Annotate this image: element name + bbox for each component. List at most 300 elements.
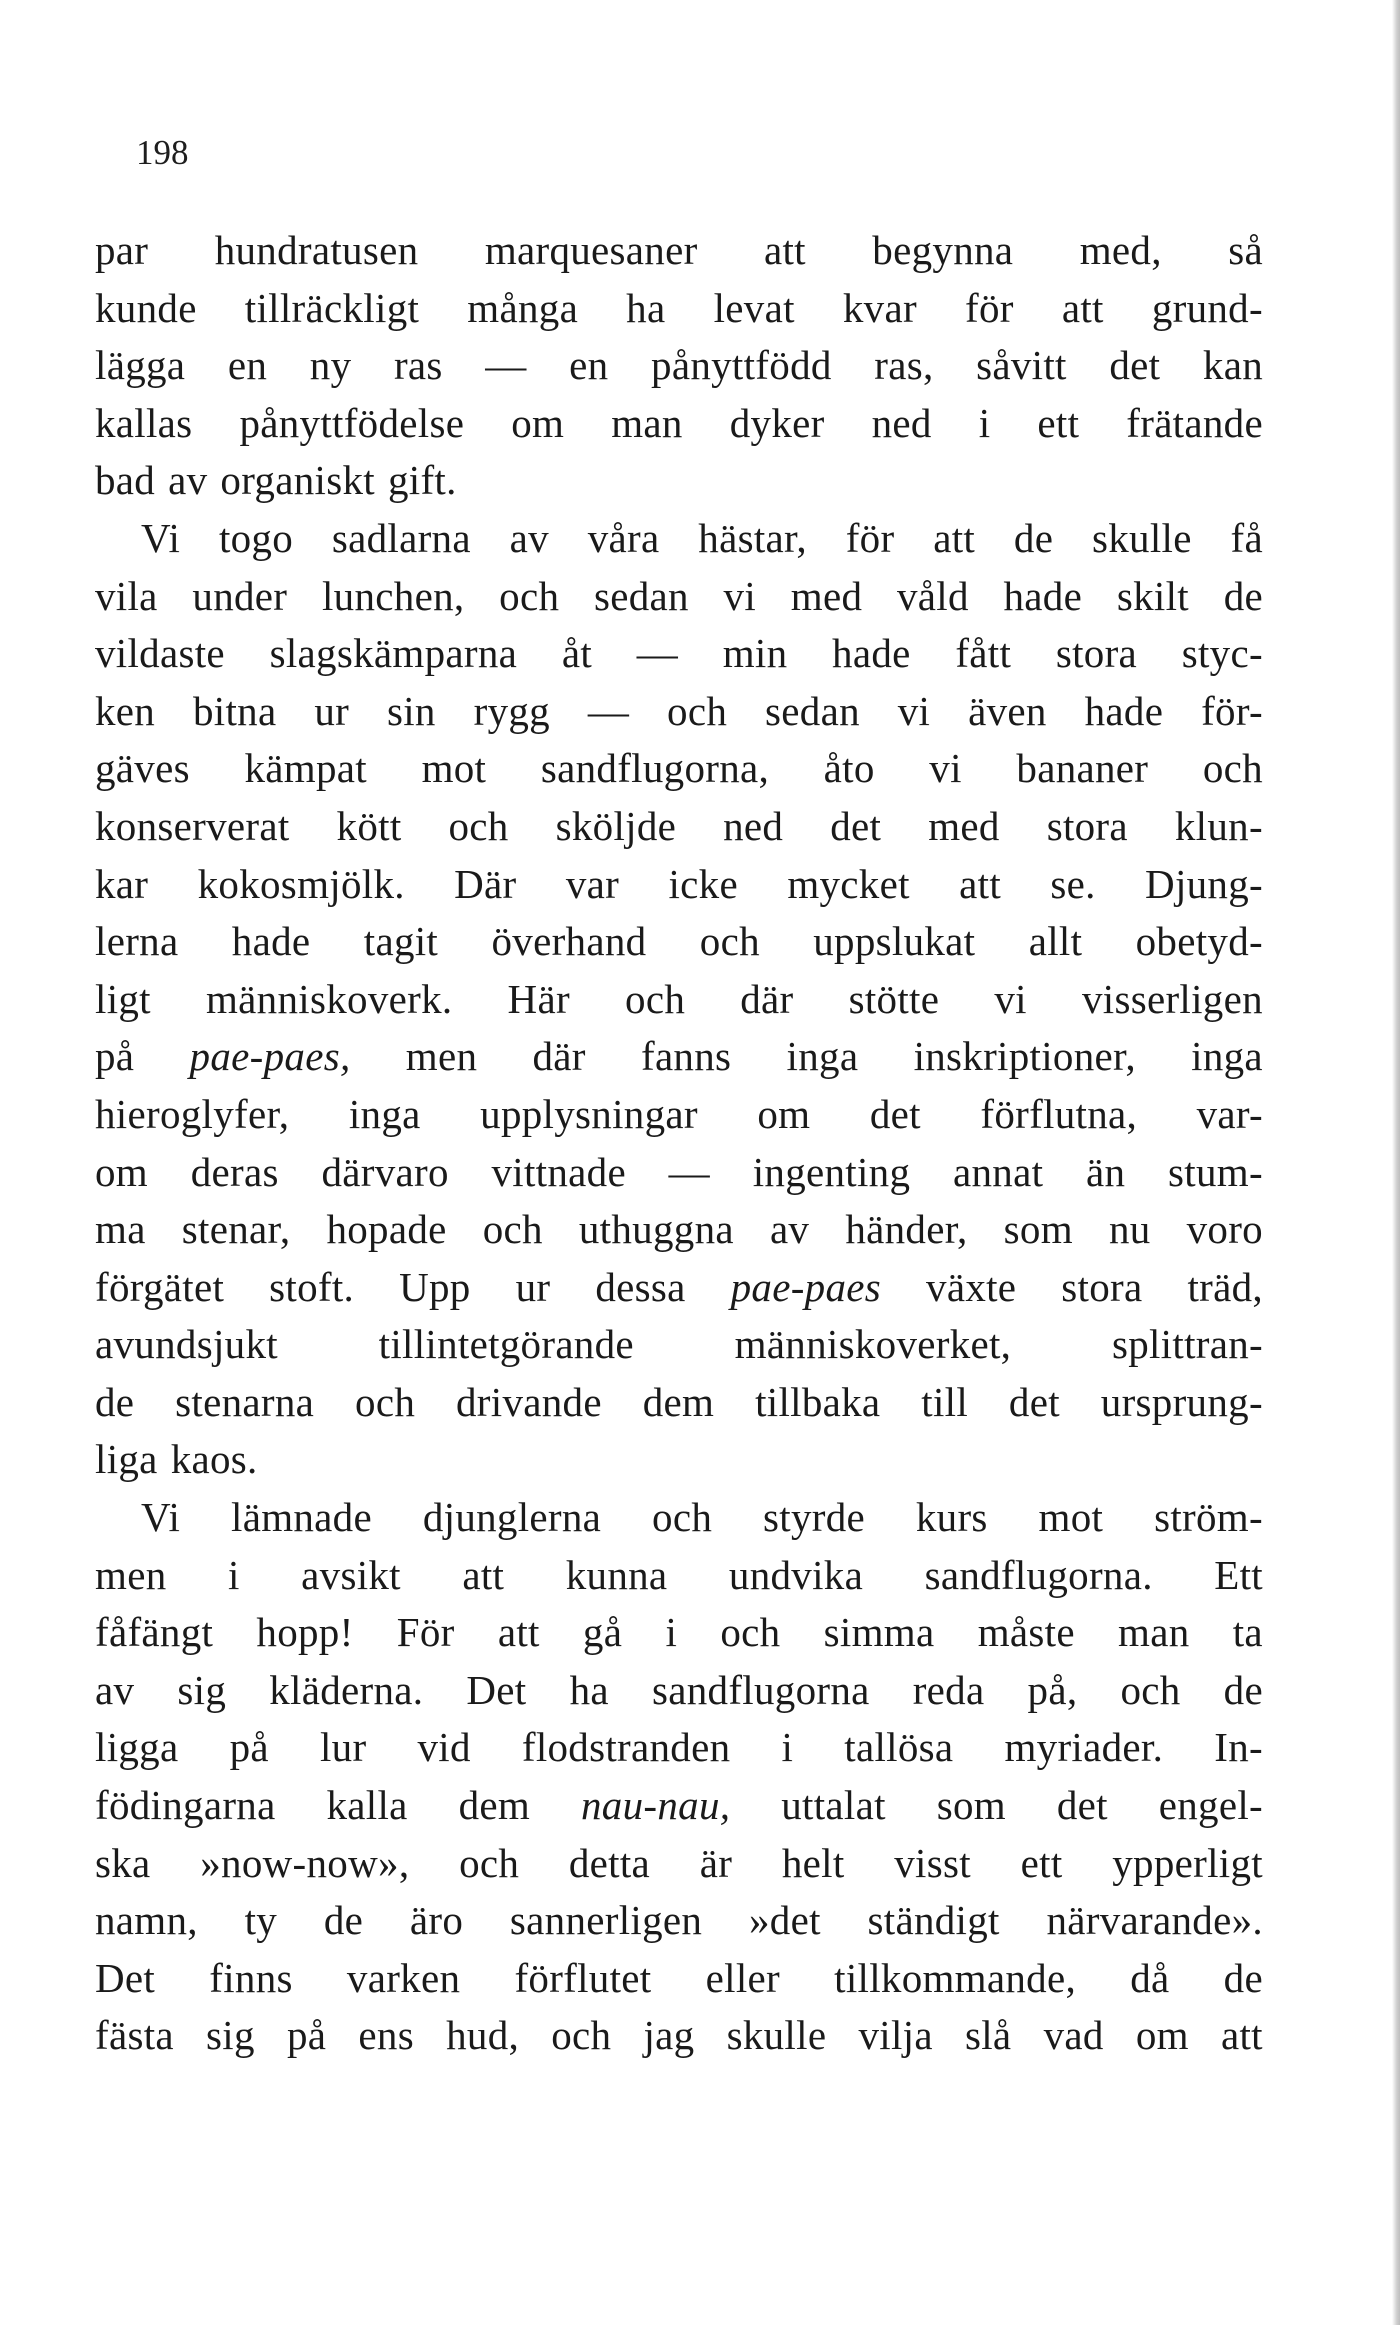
text-line (95, 280, 1263, 338)
word: pae-paes, (189, 1033, 351, 1080)
text-line (95, 395, 1263, 453)
word: händer, (845, 1206, 968, 1253)
word: där (740, 975, 794, 1022)
word: och (699, 918, 760, 965)
word: obetyd- (1135, 918, 1263, 965)
word: dessa (595, 1263, 686, 1310)
word: myriader. (1004, 1724, 1164, 1771)
word: visserligen (1081, 975, 1263, 1022)
text-line (95, 1374, 1263, 1432)
word: därvaro (321, 1148, 449, 1195)
word: pae-paes (730, 1263, 882, 1310)
text-line (95, 1316, 1263, 1374)
word: och (355, 1378, 416, 1425)
word: allt (1028, 918, 1083, 965)
word: dem (458, 1782, 531, 1829)
word: och (720, 1609, 781, 1656)
word: marquesaner (484, 227, 698, 273)
word: finns (209, 1954, 293, 2001)
word: sin (386, 687, 436, 734)
word: — (636, 630, 679, 677)
word: ha (569, 1666, 609, 1713)
word: överhand (491, 918, 647, 965)
word: på, (1027, 1666, 1078, 1713)
word: inga (1191, 1033, 1263, 1080)
word: om (511, 399, 565, 446)
word: även (968, 687, 1047, 734)
text-line (95, 1489, 1263, 1547)
word: Här (507, 975, 570, 1022)
word: sandflugorna. (924, 1551, 1153, 1598)
word: vid (417, 1724, 471, 1771)
word: par (95, 227, 149, 273)
word: i (227, 1551, 240, 1598)
word: de (1223, 572, 1263, 619)
word: att (959, 860, 1002, 907)
word: förflutet (514, 1954, 652, 2001)
word: för (965, 284, 1014, 331)
word: sedan (765, 687, 860, 734)
word: detta (568, 1839, 651, 1886)
word: vi (897, 687, 931, 734)
word: ett (1037, 399, 1080, 446)
word: av (168, 457, 208, 504)
word: de (1013, 514, 1054, 561)
word: Det (95, 1954, 156, 2001)
word: ras, (874, 342, 934, 389)
word: att (1061, 284, 1104, 331)
word: Vi (141, 514, 181, 561)
word: Upp (399, 1263, 471, 1310)
word: få (1230, 514, 1263, 561)
word: ska (95, 1839, 151, 1886)
word: flodstranden (521, 1724, 731, 1771)
word: vad (1043, 2012, 1104, 2059)
word: styrde (763, 1494, 866, 1541)
word: lur (319, 1724, 367, 1771)
word: inskriptioner, (913, 1033, 1136, 1080)
word: varken (346, 1954, 461, 2001)
word: »det (748, 1897, 821, 1944)
word: så (1228, 227, 1263, 273)
word: att (763, 227, 806, 273)
word: vilja (858, 2012, 933, 2059)
word: simma (823, 1609, 935, 1656)
word: dyker (729, 399, 825, 446)
word: att (497, 1609, 540, 1656)
word: på (286, 2012, 327, 2059)
word: tillräckligt (244, 284, 420, 331)
word: reda (912, 1666, 985, 1713)
word: skilt (1116, 572, 1189, 619)
text-line (95, 1662, 1263, 1720)
word: de (1223, 1666, 1263, 1713)
word: kokosmjölk. (197, 860, 405, 907)
word: av (95, 1666, 135, 1713)
word: vila (95, 572, 158, 619)
word: de (323, 1897, 364, 1944)
word: är (699, 1839, 733, 1886)
word: vi (994, 975, 1027, 1022)
word: och (1120, 1666, 1181, 1713)
word: kurs (915, 1494, 988, 1541)
word: tillkommande, (834, 1954, 1077, 2001)
word: ny (309, 342, 352, 389)
word: hade (1084, 687, 1164, 734)
text-line (95, 1431, 1263, 1489)
word: gå (582, 1609, 623, 1656)
word: i (781, 1724, 794, 1771)
word: konserverat (95, 802, 290, 849)
word: de (95, 1378, 135, 1425)
word: Vi (141, 1494, 181, 1541)
word: vildaste (95, 630, 225, 677)
word: pånyttfödelse (239, 399, 465, 446)
word: och (625, 975, 686, 1022)
word: hade (832, 630, 911, 677)
word: som (936, 1782, 1006, 1829)
word: sandflugorna (651, 1666, 870, 1713)
word: fåfängt (95, 1609, 214, 1656)
word: kar (95, 860, 149, 907)
page-edge (1392, 0, 1400, 2325)
word: — (587, 687, 630, 734)
word: visst (894, 1839, 971, 1886)
word: ras (393, 342, 443, 389)
word: sandflugorna, (540, 745, 770, 792)
text-line (95, 1719, 1263, 1777)
text-line (95, 683, 1263, 741)
word: frätande (1126, 399, 1263, 446)
word: mot (421, 745, 487, 792)
word: åt (561, 630, 593, 677)
text-line (95, 740, 1263, 798)
word: lämnade (231, 1494, 372, 1541)
text-line (95, 1892, 1263, 1950)
word: kvar (842, 284, 917, 331)
word: voro (1186, 1206, 1263, 1253)
word: Det (466, 1666, 527, 1713)
text-line (95, 1028, 1263, 1086)
word: grund- (1151, 284, 1263, 331)
word: åto (823, 745, 875, 792)
word: upplysningar (480, 1090, 698, 1137)
word: ty (244, 1897, 278, 1944)
word: hundratusen (214, 227, 419, 273)
word: människoverk. (205, 975, 453, 1022)
word: ligt (95, 975, 151, 1022)
text-line (95, 1259, 1263, 1317)
word: vi (723, 572, 757, 619)
word: det (869, 1090, 921, 1137)
word: kläderna. (269, 1666, 424, 1713)
word: ned (723, 802, 784, 849)
word: kunde (95, 284, 197, 331)
word: ett (1020, 1839, 1063, 1886)
word: än (1086, 1148, 1126, 1195)
word: hästar, (698, 514, 807, 561)
word: slå (964, 2012, 1012, 2059)
word: mot (1038, 1494, 1104, 1541)
word: stora (1055, 630, 1138, 677)
word: nu (1108, 1206, 1151, 1253)
word: med (790, 572, 863, 619)
word: fått (955, 630, 1012, 677)
word: avundsjukt (95, 1321, 278, 1368)
word: kunna (565, 1551, 668, 1598)
text-line (95, 1547, 1263, 1605)
word: dem (642, 1378, 715, 1425)
word: se. (1050, 860, 1096, 907)
text-line (95, 568, 1263, 626)
word: tillbaka (755, 1378, 881, 1425)
word: då (1130, 1954, 1170, 2001)
body-text (95, 222, 1263, 2065)
word: organiskt (220, 457, 375, 504)
word: och (667, 687, 728, 734)
word: djunglerna (422, 1494, 602, 1541)
word: hopade (326, 1206, 447, 1253)
word: och (482, 1206, 543, 1253)
word: ursprung- (1100, 1378, 1263, 1425)
word: ma (95, 1206, 146, 1253)
word: drivande (456, 1378, 602, 1425)
word: uthuggna (578, 1206, 734, 1253)
word: och (448, 802, 509, 849)
word: ingenting (752, 1148, 911, 1195)
word: av (509, 514, 549, 561)
word: hud, (446, 2012, 520, 2059)
word: våld (896, 572, 969, 619)
word: jag (643, 2012, 695, 2059)
word: men (405, 1033, 478, 1080)
word: ligga (95, 1724, 179, 1771)
word: tallösa (844, 1724, 954, 1771)
word: men (95, 1551, 167, 1598)
word: gift. (387, 457, 457, 504)
word: ständigt (867, 1897, 1000, 1944)
text-line (95, 337, 1263, 395)
word: uppslukat (813, 918, 976, 965)
word: äro (409, 1897, 464, 1944)
word: För (396, 1609, 455, 1656)
word: styc- (1181, 630, 1263, 677)
word: sadlarna (331, 514, 471, 561)
text-line (95, 913, 1263, 971)
word: växte (926, 1263, 1017, 1310)
word: bananer (1016, 745, 1149, 792)
word: tillintetgörande (378, 1321, 634, 1368)
word: lägga (95, 342, 186, 389)
word: mycket (787, 860, 910, 907)
word: ned (871, 399, 932, 446)
word: stoft. (269, 1263, 355, 1310)
word: där (532, 1033, 586, 1080)
word: splittran- (1111, 1321, 1263, 1368)
word: slagskämparna (269, 630, 518, 677)
text-line (95, 971, 1263, 1029)
word: lerna (95, 918, 179, 965)
word: och (551, 2012, 612, 2059)
text-line (95, 1201, 1263, 1259)
word: inga (348, 1090, 421, 1137)
word: i (665, 1609, 678, 1656)
word: en (569, 342, 609, 389)
text-line (95, 856, 1263, 914)
word: att (1220, 2012, 1263, 2059)
text-line (95, 510, 1263, 568)
page-number: 198 (136, 133, 189, 172)
word: som (1003, 1206, 1073, 1253)
text-line (95, 625, 1263, 683)
word: och (652, 1494, 713, 1541)
word: stora (1046, 802, 1128, 849)
word: hade (231, 918, 311, 965)
word: skulle (1092, 514, 1192, 561)
word: de (1223, 1954, 1263, 2001)
word: ta (1232, 1609, 1263, 1656)
word: kämpat (244, 745, 367, 792)
word: måste (977, 1609, 1075, 1656)
word: förgätet (95, 1263, 225, 1310)
word: stenar, (181, 1206, 291, 1253)
word: ur (314, 687, 350, 734)
word: helt (781, 1839, 845, 1886)
text-line (95, 1777, 1263, 1835)
word: stora (1061, 1263, 1143, 1310)
word: annat (953, 1148, 1044, 1195)
word: och (1202, 745, 1263, 792)
word: tagit (363, 918, 439, 965)
word: kalla (326, 1782, 408, 1829)
word: det (1008, 1378, 1060, 1425)
word: var- (1196, 1090, 1263, 1137)
word: stötte (848, 975, 940, 1022)
word: Ett (1214, 1551, 1263, 1598)
word: togo (218, 514, 294, 561)
word: gäves (95, 745, 190, 792)
word: om (95, 1148, 148, 1195)
word: till (921, 1378, 969, 1425)
text-line (95, 1950, 1263, 2008)
word: stenarna (175, 1378, 315, 1425)
word: med, (1079, 227, 1162, 273)
word: det (1056, 1782, 1108, 1829)
word: rygg (473, 687, 550, 734)
word: sannerligen (509, 1897, 703, 1944)
word: sig (177, 1666, 227, 1713)
word: man (1118, 1609, 1190, 1656)
word: födingarna (95, 1782, 276, 1829)
word: eller (705, 1954, 780, 2001)
word: vi (929, 745, 962, 792)
word: människoverket, (734, 1321, 1012, 1368)
word: min (722, 630, 788, 677)
word: kaos. (170, 1436, 258, 1483)
word: nau-nau, (581, 1782, 731, 1829)
word: In- (1214, 1724, 1263, 1771)
text-line (95, 222, 1263, 280)
word: engel- (1158, 1782, 1263, 1829)
word: hade (1003, 572, 1083, 619)
word: skulle (726, 2012, 827, 2059)
word: med (928, 802, 1000, 849)
word: många (467, 284, 579, 331)
word: Där (454, 860, 517, 907)
word: ström- (1154, 1494, 1263, 1541)
word: ens (358, 2012, 414, 2059)
word: hopp! (256, 1609, 354, 1656)
text-line (95, 2007, 1263, 2065)
word: en (227, 342, 268, 389)
word: pånyttfödd (651, 342, 832, 389)
word: ha (626, 284, 666, 331)
word: ken (95, 687, 156, 734)
text-line (95, 798, 1263, 856)
word: att (462, 1551, 505, 1598)
text-line (95, 1086, 1263, 1144)
word: i (978, 399, 991, 446)
word: på (95, 1033, 135, 1080)
word: var (565, 860, 620, 907)
word: bitna (192, 687, 277, 734)
word: närvarande». (1046, 1897, 1263, 1944)
word: liga (95, 1436, 158, 1483)
word: Djung- (1145, 860, 1263, 907)
word: stum- (1168, 1148, 1263, 1195)
word: fästa (95, 2012, 174, 2059)
word: — (668, 1148, 710, 1195)
word: om (757, 1090, 811, 1137)
word: fanns (640, 1033, 732, 1080)
word: icke (668, 860, 738, 907)
word: sköljde (555, 802, 677, 849)
word: uttalat (781, 1782, 886, 1829)
word: vittnade (491, 1148, 626, 1195)
word: om (1135, 2012, 1189, 2059)
word: våra (587, 514, 660, 561)
word: kallas (95, 399, 193, 446)
word: ypperligt (1112, 1839, 1263, 1886)
word: namn, (95, 1897, 198, 1944)
word: det (830, 802, 882, 849)
word: man (611, 399, 683, 446)
text-line (95, 1835, 1263, 1893)
word: ur (515, 1263, 551, 1310)
text-line (95, 1604, 1263, 1662)
text-line (95, 452, 1263, 510)
word: förflutna, (980, 1090, 1138, 1137)
word: träd, (1187, 1263, 1263, 1310)
word: inga (786, 1033, 859, 1080)
word: och (499, 572, 560, 619)
word: kött (336, 802, 402, 849)
word: av (769, 1206, 810, 1253)
word: såvitt (976, 342, 1067, 389)
word: avsikt (301, 1551, 401, 1598)
word: kan (1202, 342, 1263, 389)
word: sig (206, 2012, 255, 2059)
word: levat (713, 284, 795, 331)
word: lunchen, (321, 572, 465, 619)
word: hieroglyfer, (95, 1090, 290, 1137)
word: att (933, 514, 976, 561)
word: för- (1201, 687, 1263, 734)
word: och (459, 1839, 520, 1886)
word: »now-now», (200, 1839, 410, 1886)
word: bad (95, 457, 156, 504)
word: deras (190, 1148, 279, 1195)
